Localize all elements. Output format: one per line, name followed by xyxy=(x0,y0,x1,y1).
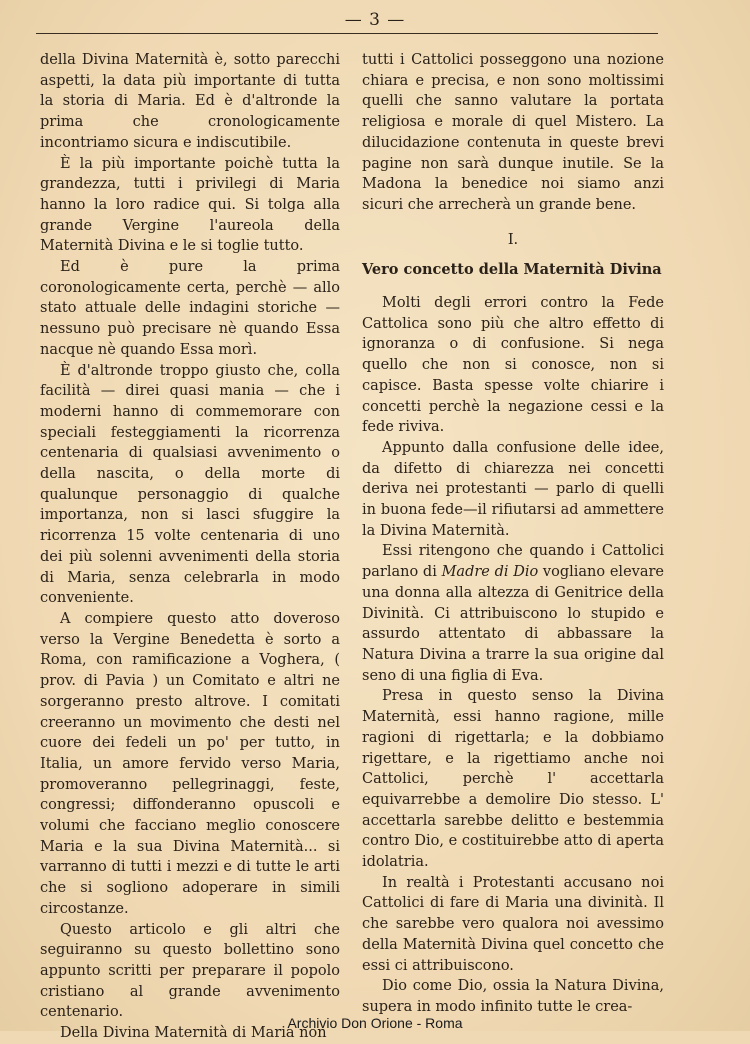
archive-watermark: Archivio Don Orione - Roma xyxy=(287,1015,463,1031)
right-paragraph: In realtà i Protestanti accusano noi Cattolici di fare di Maria una divinità. Il che sarebbe vero qualora noi avessimo della Maternità Divina quel concetto che essi ci attribuiscono. xyxy=(362,874,664,974)
p3-text-before: Essi ritengono che quando i Cattolici parlano di xyxy=(362,543,664,581)
page-number: — 3 — xyxy=(344,10,406,30)
left-paragraph: A compiere questo atto doveroso verso la Vergine Benedetta è sorto a Roma, con ramificazione a Voghera, ( prov. di Pavia ) un Comitato e altri ne sorgeranno presto altrove. I comitati creeranno un movimento che desti nel cuore dei fedeli un po' per tutto, in Italia, un amore fervido verso Maria, promoveranno pellegrinaggi, feste, congressi; diffonderanno opuscoli e volumi che facciano meglio conoscere Maria e la sua Divina Maternità... si varranno di tutti i mezzi e di tutte le arti che si sogliono adoperare in simili circostanze. xyxy=(40,610,340,917)
section-number: I. xyxy=(507,231,519,248)
right-column xyxy=(362,50,664,1018)
left-paragraph: Ed è pure la prima coronologicamente certa, perchè — allo stato attuale delle indagini storiche — nessuno può precisare nè quando Essa nacque nè quando Essa morì. xyxy=(40,259,340,358)
left-paragraph: della Divina Maternità è, sotto parecchi aspetti, la data più importante di tutta la storia di Maria. Ed è d'altronde la prima che cronologicamente incontriamo sicura e indiscutibile. xyxy=(40,52,340,151)
p3-text-after: vogliano elevare una donna alla altezza di Genitrice della Divinità. Ci attribuiscono lo stupido e assurdo attentato di abbassare la Natura Divina a trarre la sua origine dal seno di una figlia di Eva. xyxy=(362,564,664,684)
left-paragraph: Della Divina Maternità di Maria non xyxy=(60,1025,327,1042)
right-paragraph: Appunto dalla confusione delle idee, da difetto di chiarezza nei concetti deriva nei protestanti — parlo di quelli in buona fede—il rifiutarsi ad ammettere la Divina Maternità. xyxy=(362,439,664,539)
header-rule xyxy=(36,33,658,34)
right-intro-paragraph: tutti i Cattolici posseggono una nozione chiara e precisa, e non sono moltissimi quelli che sanno valutare la portata religiosa e morale di quel Mistero. La dilucidazione contenuta in queste brevi pagine non sarà dunque inutile. Se la Madona la benedice noi siamo anzi sicuri che arrecherà un grande bene. xyxy=(362,52,664,213)
left-paragraph: È d'altronde troppo giusto che, colla facilità — direi quasi mania — che i moderni hanno di commemorare con speciali festeggiamenti la ricorrenza centenaria di qualsiasi avvenimento o della nascita, o della morte di qualunque personaggio di qualche importanza, non si lasci sfuggire la ricorrenza 15 volte centenaria di uno dei più solenni avvenimenti della storia di Maria, senza celebrarla in modo conveniente. xyxy=(40,362,340,607)
section-title: Vero concetto della Maternità Divina xyxy=(362,261,662,279)
right-paragraph: Dio come Dio, ossia la Natura Divina, supera in modo infinito tutte le crea- xyxy=(362,978,664,1015)
left-paragraph: È la più importante poichè tutta la grandezza, tutti i privilegi di Maria hanno la loro radice qui. Si tolga alla grande Vergine l'aureola della Maternità Divina e le si toglie tutto. xyxy=(40,155,340,255)
left-paragraph: Questo articolo e gli altri che seguiranno su questo bollettino sono appunto scritti per preparare il popolo cristiano al grande avvenimento centenario. xyxy=(40,921,340,1021)
left-column xyxy=(40,50,340,1044)
right-paragraph: Molti degli errori contro la Fede Cattolica sono più che altro effetto di ignoranza o di confusione. Si nega quello che non si conosce, non si capisce. Basta spesse volte chiarire i concetti perchè la negazione cessi e la fede riviva. xyxy=(362,295,664,436)
right-paragraph xyxy=(362,541,664,686)
right-paragraph: Presa in questo senso la Divina Maternità, essi hanno ragione, mille ragioni di rigettarla; e la dobbiamo rigettare, e la rigettiamo anche noi Cattolici, perchè l' accettarla equivarrebbe a demolire Dio stesso. L' accettarla sarebbe delitto e bestemmia contro Dio, e costituirebbe atto di aperta idolatria. xyxy=(362,688,664,871)
madre-di-dio-emphasis: Madre di Dio xyxy=(441,564,539,581)
